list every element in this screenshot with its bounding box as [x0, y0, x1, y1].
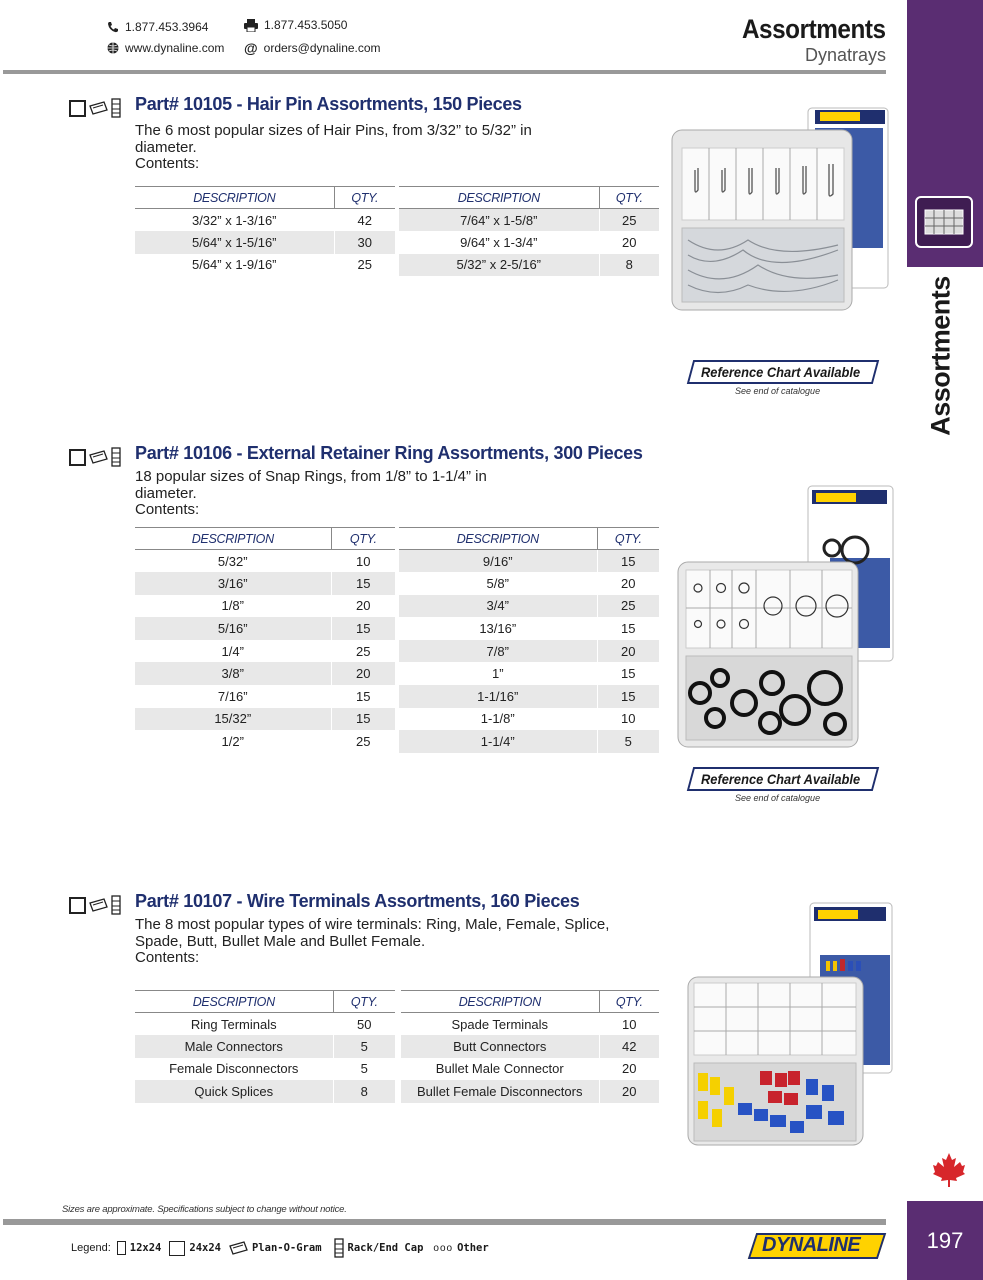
email-contact: [244, 40, 381, 56]
row-description: 13/16”: [399, 617, 597, 640]
table-row: [135, 572, 395, 595]
col-description: DESCRIPTION: [135, 187, 334, 209]
row-qty: 15: [597, 685, 659, 708]
row-qty: 20: [622, 234, 637, 250]
website-link[interactable]: www.dynaline.com: [125, 41, 225, 55]
section-1-table-right: [399, 186, 659, 276]
table-row: [135, 730, 395, 753]
row-qty: 20: [597, 640, 659, 663]
table-row: [401, 1035, 659, 1058]
col-qty: QTY.: [333, 991, 395, 1013]
table-row: [135, 640, 395, 663]
row-description: 3/4”: [399, 595, 597, 618]
section-1-table-left: [135, 186, 395, 276]
row-qty: 8: [599, 254, 659, 277]
row-qty: 10: [622, 1016, 637, 1032]
table-row: [399, 708, 659, 731]
email-link[interactable]: orders@dynaline.com: [263, 41, 381, 55]
fax-number[interactable]: 1.877.453.5050: [264, 18, 348, 32]
table-row: [135, 254, 395, 277]
row-qty: 15: [331, 572, 395, 595]
section-3-contents: Contents:: [135, 949, 200, 966]
col-qty: QTY.: [597, 528, 659, 550]
reference-label-2: Reference Chart Available: [701, 771, 861, 787]
row-description: 1”: [399, 662, 597, 685]
table-row: [399, 617, 659, 640]
row-qty: 20: [621, 575, 636, 591]
legend-12x24-label: 12x24: [129, 1242, 162, 1254]
row-qty: 15: [331, 617, 395, 640]
col-description: DESCRIPTION: [135, 528, 331, 550]
section-3-title: Part# 10107 - Wire Terminals Assortments, 160 Pieces: [135, 891, 580, 911]
section-3-description: The 8 most popular types of wire terminals: Ring, Male, Female, Splice, Spade, Butt, Bullet Male and Bullet Female.: [135, 916, 610, 950]
row-qty: 5: [360, 1061, 368, 1077]
row-qty: 50: [357, 1016, 372, 1032]
legend: [71, 1238, 489, 1258]
plan-o-gram-icon: [89, 450, 108, 464]
row-qty: 15: [621, 666, 636, 682]
section-2-table-left: [135, 527, 395, 753]
col-description: DESCRIPTION: [399, 528, 597, 550]
col-qty: QTY.: [599, 991, 659, 1013]
table-row: [399, 231, 659, 254]
row-description: 1/2”: [135, 730, 331, 753]
legend-plan-o-gram-icon: [229, 1241, 248, 1255]
row-description: 5/32” x 2-5/16”: [399, 254, 599, 277]
row-qty: 42: [357, 212, 372, 228]
plan-o-gram-icon: [89, 101, 108, 115]
col-description: DESCRIPTION: [401, 991, 599, 1013]
row-qty: 20: [331, 662, 395, 685]
row-description: Spade Terminals: [401, 1013, 599, 1036]
section-1-markers: [69, 98, 121, 118]
section-1-description: The 6 most popular sizes of Hair Pins, from 3/32” to 5/32” in diameter.: [135, 122, 532, 156]
wire-terminal-product-image: [680, 895, 900, 1150]
row-description: 1/8”: [135, 595, 331, 618]
row-description: 1-1/8”: [399, 708, 597, 731]
legend-12x24-icon: [117, 1241, 126, 1255]
row-description: 5/32”: [135, 550, 331, 573]
row-description: 9/16”: [399, 550, 597, 573]
dynaline-logo: DYNALINE: [762, 1234, 861, 1256]
row-qty: 10: [356, 553, 371, 569]
row-description: Bullet Female Disconnectors: [401, 1080, 599, 1103]
table-row: [135, 595, 395, 618]
table-row: [399, 254, 659, 277]
table-row: [135, 617, 395, 640]
section-1-contents: Contents:: [135, 155, 200, 172]
section-2-title: Part# 10106 - External Retainer Ring Assortments, 300 Pieces: [135, 443, 643, 463]
col-qty: QTY.: [331, 528, 395, 550]
row-description: 5/8”: [399, 572, 597, 595]
row-description: 5/16”: [135, 617, 331, 640]
row-description: 7/8”: [399, 640, 597, 663]
row-description: 5/64” x 1-5/16”: [135, 231, 334, 254]
footer-divider: [3, 1219, 886, 1225]
row-description: 9/64” x 1-3/4”: [399, 231, 599, 254]
rack-icon: [111, 447, 121, 467]
section-1-title: Part# 10105 - Hair Pin Assortments, 150 Pieces: [135, 94, 522, 114]
table-row: [399, 685, 659, 708]
row-qty: 5: [597, 730, 659, 753]
section-2-description: 18 popular sizes of Snap Rings, from 1/8” to 1-1/4” in diameter.: [135, 468, 487, 502]
row-qty: 25: [357, 257, 372, 273]
tray-icon: [915, 196, 973, 248]
row-qty: 15: [597, 550, 659, 573]
row-description: Male Connectors: [135, 1035, 333, 1058]
row-qty: 25: [356, 734, 371, 750]
maple-leaf-icon: [932, 1152, 966, 1188]
row-qty: 5: [333, 1035, 395, 1058]
row-qty: 15: [331, 708, 395, 731]
checkbox-24x24-icon[interactable]: [69, 100, 86, 117]
row-qty: 25: [599, 209, 659, 232]
row-description: 7/64” x 1-5/8”: [399, 209, 599, 232]
phone-contact: [107, 20, 208, 34]
table-row: [135, 1035, 395, 1058]
row-qty: 25: [356, 643, 371, 659]
legend-rack-label: Rack/End Cap: [347, 1242, 424, 1254]
row-qty: 25: [597, 595, 659, 618]
row-qty: 15: [621, 621, 636, 637]
table-row: [399, 640, 659, 663]
row-description: 3/16”: [135, 572, 331, 595]
row-qty: 20: [599, 1080, 659, 1103]
page-title: Assortments: [742, 14, 886, 44]
col-description: DESCRIPTION: [135, 991, 333, 1013]
plan-o-gram-icon: [89, 898, 108, 912]
row-description: Bullet Male Connector: [401, 1058, 599, 1081]
legend-24x24-label: 24x24: [189, 1242, 221, 1254]
table-row: [135, 231, 395, 254]
row-qty: 10: [621, 711, 636, 727]
rack-icon: [111, 98, 121, 118]
table-row: [401, 1013, 659, 1036]
row-qty: 8: [333, 1080, 395, 1103]
phone-number[interactable]: 1.877.453.3964: [125, 20, 209, 34]
table-row: [135, 209, 395, 232]
reference-note-2: See end of catalogue: [735, 793, 821, 803]
table-row: [135, 1013, 395, 1036]
row-description: 1-1/4”: [399, 730, 597, 753]
row-description: 3/32” x 1-3/16”: [135, 209, 334, 232]
table-row: [401, 1058, 659, 1081]
checkbox-24x24-icon[interactable]: [69, 449, 86, 466]
phone-icon: [107, 21, 119, 33]
col-description: DESCRIPTION: [399, 187, 599, 209]
row-description: 7/16”: [135, 685, 331, 708]
header-divider: [3, 70, 886, 74]
row-qty: 30: [334, 231, 395, 254]
row-description: Female Disconnectors: [135, 1058, 333, 1081]
row-description: 15/32”: [135, 708, 331, 731]
checkbox-24x24-icon[interactable]: [69, 897, 86, 914]
legend-title: Legend:: [71, 1242, 111, 1254]
legend-other-label: Other: [457, 1242, 489, 1254]
table-row: [399, 662, 659, 685]
legend-plan-o-gram-label: Plan-O-Gram: [251, 1242, 322, 1254]
table-row: [135, 685, 395, 708]
fax-contact: [244, 18, 347, 32]
col-qty: QTY.: [599, 187, 659, 209]
legend-rack-icon: [334, 1238, 344, 1258]
table-row: [399, 595, 659, 618]
website-contact: [107, 41, 224, 55]
section-3-markers: [69, 895, 121, 915]
row-qty: 42: [599, 1035, 659, 1058]
legend-other-icon: ooo: [433, 1242, 454, 1254]
table-row: [399, 572, 659, 595]
row-qty: 20: [622, 1061, 637, 1077]
rack-icon: [111, 895, 121, 915]
section-2-contents: Contents:: [135, 501, 200, 518]
table-row: [135, 662, 395, 685]
row-description: Ring Terminals: [135, 1013, 333, 1036]
row-description: 1-1/16”: [399, 685, 597, 708]
row-qty: 20: [356, 598, 371, 614]
page-number: 197: [907, 1201, 983, 1280]
row-qty: 15: [356, 688, 371, 704]
row-description: 5/64” x 1-9/16”: [135, 254, 334, 277]
page-subtitle: Dynatrays: [804, 45, 886, 65]
table-row: [135, 1080, 395, 1103]
legend-24x24-icon: [169, 1241, 185, 1256]
table-row: [399, 550, 659, 573]
fax-icon: [244, 19, 258, 32]
row-description: Butt Connectors: [401, 1035, 599, 1058]
table-row: [135, 1058, 395, 1081]
row-description: Quick Splices: [135, 1080, 333, 1103]
section-3-table-left: [135, 990, 395, 1103]
col-qty: QTY.: [334, 187, 395, 209]
section-2-table-right: [399, 527, 659, 753]
table-row: [399, 209, 659, 232]
globe-icon: [107, 42, 119, 54]
side-tab-label: Assortments: [925, 276, 956, 436]
reference-note-1: See end of catalogue: [735, 386, 821, 396]
table-row: [135, 550, 395, 573]
row-description: 1/4”: [135, 640, 331, 663]
disclaimer: Sizes are approximate. Specifications subject to change without notice.: [62, 1204, 347, 1215]
table-row: [401, 1080, 659, 1103]
table-row: [135, 708, 395, 731]
section-2-markers: [69, 447, 121, 467]
at-icon: @: [244, 40, 258, 56]
hair-pin-product-image: [660, 100, 900, 320]
row-description: 3/8”: [135, 662, 331, 685]
reference-label-1: Reference Chart Available: [701, 364, 861, 380]
retainer-ring-product-image: [660, 478, 900, 750]
section-3-table-right: [401, 990, 659, 1103]
table-row: [399, 730, 659, 753]
